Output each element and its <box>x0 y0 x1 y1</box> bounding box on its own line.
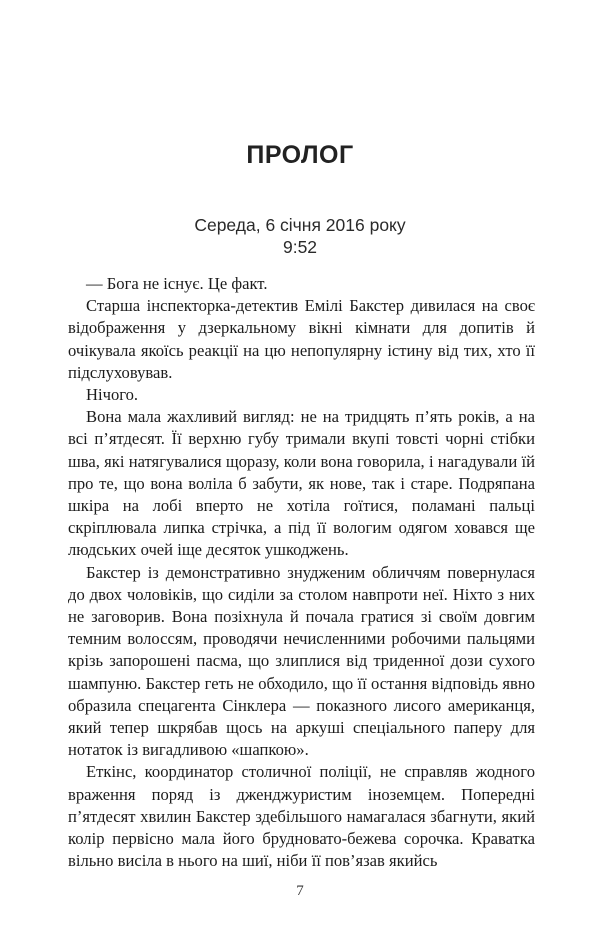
dateline-date: Середа, 6 січня 2016 року <box>194 215 406 235</box>
paragraph: Еткінс, координатор столичної поліції, не справляв жодного враження поряд із дженджуристим іноземцем. Попередні п’ятдесят хвилин Бакстер здебільшого намагалася збагнути, який колір первісно мала його брудновато-бежева сорочка. Краватка вільно висіла в нього на шиї, ніби її пов’язав якийсь <box>68 762 535 871</box>
dateline <box>0 214 600 258</box>
body-text <box>68 273 535 872</box>
paragraph: Старша інспекторка-детектив Емілі Бакстер дивилася на своє відображення у дзеркальному вікні кімнати для допитів й очікувала якоїсь реакції на цю непопулярну істину від тих, хто її підслуховував. <box>68 296 535 382</box>
chapter-title: ПРОЛОГ <box>246 141 354 169</box>
paragraph: Бакстер із демонстративно знудженим обличчям повернулася до двох чоловіків, що сиділи за столом навпроти неї. Ніхто з них не заговорив. Вона позіхнула й почала гратися зі своїм довгим темним волоссям, проводячи нечисленними робочими пальцями крізь запорошені пасма, що злиплися від триденної дози сухого шампуню. Бакстер геть не обходило, що її остання відповідь явно образила спецагента Сінклера — показного лисого американця, який тепер шкрябав щось на аркуші спеціального паперу для нотаток із вигадливою «шапкою». <box>68 562 535 760</box>
paragraph: Вона мала жахливий вигляд: не на тридцять п’ять років, а на всі п’ятдесят. Її верхню губу тримали вкупі товсті чорні стібки шва, які натягувалися щоразу, коли вона говорила, і нагадували їй про те, що вона воліла б забути, як нове, так і старе. Подряпана шкіра на лобі вперто не хотіла гоїтися, поламані пальці скріплювала липка стрічка, а під її вологим одягом ховався ще людських очей іще десяток ушкоджень. <box>68 407 535 560</box>
paragraph: — Бога не існує. Це факт. <box>86 274 268 293</box>
dateline-time: 9:52 <box>282 237 318 257</box>
page-number: 7 <box>296 883 304 899</box>
paragraph: Нічого. <box>86 385 139 405</box>
